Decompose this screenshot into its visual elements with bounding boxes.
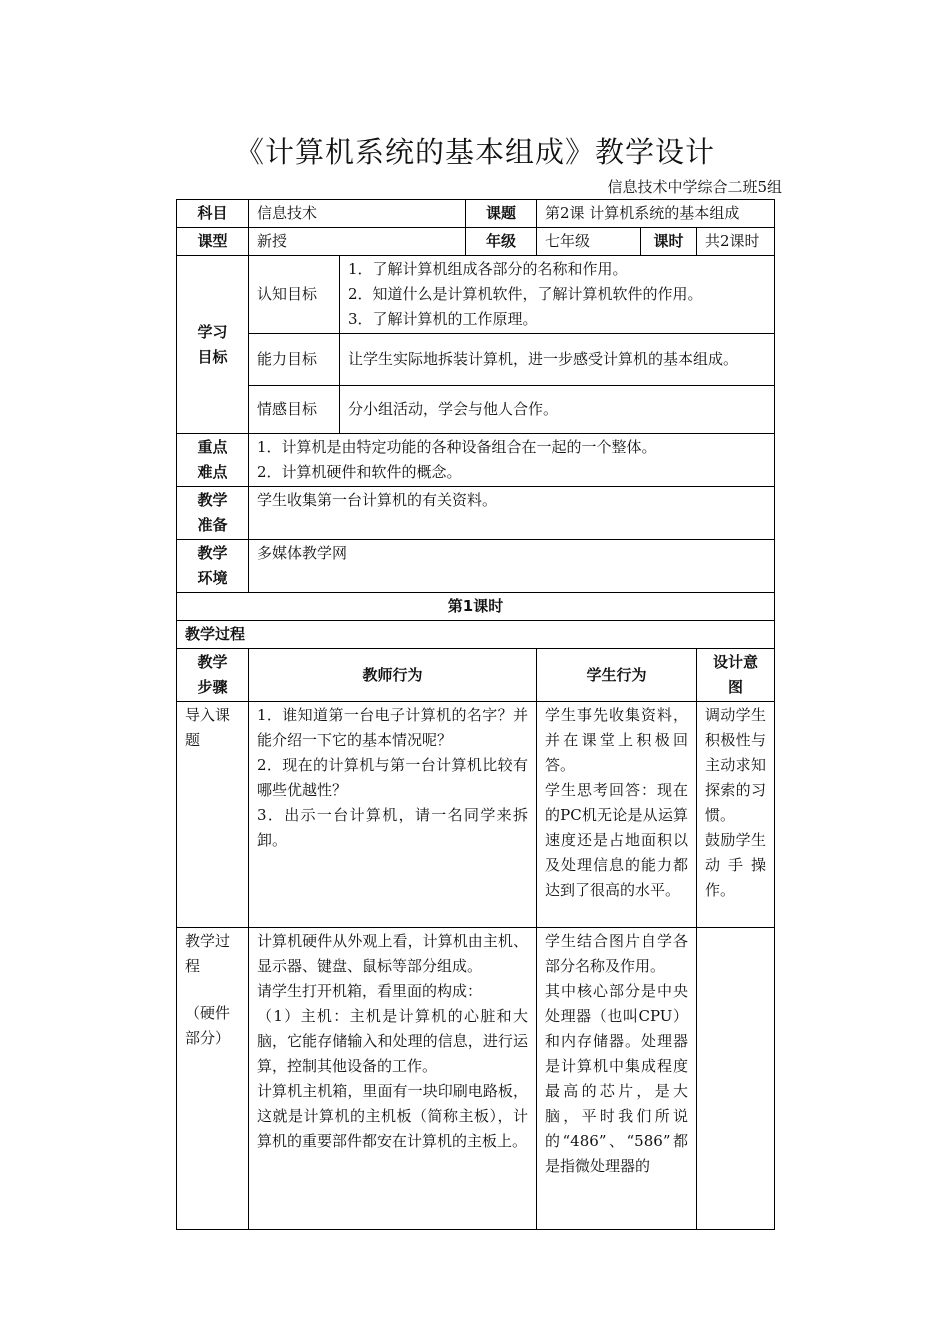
key-points-label: 重点 难点 (177, 434, 249, 487)
environment-text: 多媒体教学网 (249, 540, 775, 593)
design-cell: 调动学生积极性与主动求知探索的习惯。 鼓励学生动手操作。 (697, 702, 775, 928)
ability-goal-text: 让学生实际地拆装计算机，进一步感受计算机的基本组成。 (340, 334, 775, 386)
topic-value: 第2课 计算机系统的基本组成 (537, 200, 775, 228)
subject-value: 信息技术 (249, 200, 466, 228)
table-row (177, 540, 775, 593)
type-label: 课型 (177, 228, 249, 256)
emotion-goal-text: 分小组活动，学会与他人合作。 (340, 386, 775, 434)
cognitive-goal-items: 1．了解计算机组成各部分的名称和作用。 2．知道什么是计算机软件，了解计算机软件的作用。 3．了解计算机的工作原理。 (340, 256, 775, 334)
table-row (177, 593, 775, 621)
document-title: 《计算机系统的基本组成》教学设计 (234, 135, 715, 169)
key-points-items: 1．计算机是由特定功能的各种设备组合在一起的一个整体。 2．计算机硬件和软件的概念。 (249, 434, 775, 487)
table-row (177, 334, 775, 386)
cognitive-goal-label: 认知目标 (249, 256, 340, 334)
environment-label: 教学 环境 (177, 540, 249, 593)
session-title: 第1课时 (177, 593, 775, 621)
step-cell: 导入课 题 (177, 702, 249, 928)
column-header-student: 学生行为 (537, 649, 697, 702)
table-row (177, 434, 775, 487)
grade-label: 年级 (466, 228, 537, 256)
table-row (177, 200, 775, 228)
table-row (177, 228, 775, 256)
goals-label: 学习 目标 (177, 256, 249, 434)
teacher-cell: 计算机硬件从外观上看，计算机由主机、显示器、键盘、鼠标等部分组成。 请学生打开机箱，看里面的构成： （1）主机：主机是计算机的心脏和大脑，它能存储输入和处理的信息，进行运算，控制其他设备的工作。 计算机主机箱，里面有一块印刷电路板，这就是计算机的主机板（简称主板），计算机的重要部件都安在计算机的主板上。 (249, 928, 537, 1230)
subject-label: 科目 (177, 200, 249, 228)
grade-value: 七年级 (537, 228, 641, 256)
preparation-text: 学生收集第一台计算机的有关资料。 (249, 487, 775, 540)
table-row (177, 649, 775, 702)
column-header-teacher: 教师行为 (249, 649, 537, 702)
topic-label: 课题 (466, 200, 537, 228)
teacher-cell: 1．谁知道第一台电子计算机的名字？并能介绍一下它的基本情况呢？ 2．现在的计算机与第一台计算机比较有哪些优越性？ 3．出示一台计算机，请一名同学来拆卸。 (249, 702, 537, 928)
type-value: 新授 (249, 228, 466, 256)
student-cell: 学生事先收集资料，并在课堂上积极回答。 学生思考回答：现在的PC机无论是从运算速度还是占地面积以及处理信息的能力都达到了很高的水平。 (537, 702, 697, 928)
table-row (177, 256, 775, 334)
preparation-label: 教学 准备 (177, 487, 249, 540)
table-row (177, 386, 775, 434)
table-row (177, 487, 775, 540)
student-cell: 学生结合图片自学各部分名称及作用。 其中核心部分是中央处理器（也叫CPU）和内存储器。处理器是计算机中集成程度最高的芯片，是大脑，平时我们所说的“486”、“586”都是指微处理器的 (537, 928, 697, 1230)
table-row (177, 928, 775, 1230)
lesson-plan-table (176, 199, 775, 1230)
table-row (177, 702, 775, 928)
hours-label: 课时 (641, 228, 697, 256)
step-cell: 教学过 程 （硬件 部分） (177, 928, 249, 1230)
table-row (177, 621, 775, 649)
emotion-goal-label: 情感目标 (249, 386, 340, 434)
column-header-design: 设计意 图 (697, 649, 775, 702)
ability-goal-label: 能力目标 (249, 334, 340, 386)
document-subtitle: 信息技术中学综合二班5组 (607, 178, 782, 196)
process-title: 教学过程 (177, 621, 775, 649)
column-header-step: 教学 步骤 (177, 649, 249, 702)
hours-value: 共2课时 (697, 228, 775, 256)
design-cell (697, 928, 775, 1230)
